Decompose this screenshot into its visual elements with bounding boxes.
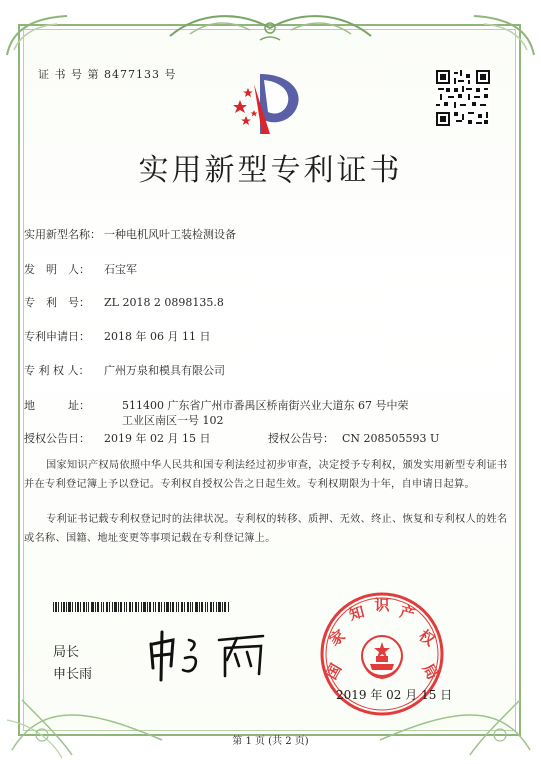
svg-text:知: 知	[347, 602, 367, 624]
handwritten-signature-icon	[145, 626, 270, 684]
patent-number-value: ZL 2018 2 0898135.8	[104, 296, 224, 309]
svg-text:识: 识	[374, 596, 390, 614]
inventor-value: 石宝军	[104, 263, 137, 276]
barcode-icon	[53, 602, 229, 612]
certificate-title: 实用新型专利证书	[138, 153, 403, 188]
certificate-number: 证 书 号 第 8477133 号	[38, 68, 177, 81]
director-title: 局长	[53, 645, 80, 660]
announce-date-value: 2019 年 02 月 15 日	[104, 432, 211, 445]
name-label: 实用新型名称：	[24, 228, 101, 241]
svg-text:权: 权	[415, 626, 439, 650]
stamp-date: 2019 年 02 月 15 日	[336, 688, 453, 702]
director-name: 申长雨	[53, 667, 93, 682]
legal-status-paragraph: 专利证书记载专利权登记时的法律状况。专利权的转移、质押、无效、终止、恢复和专利权人的姓名或名称、国籍、地址变更等事项记载在专利登记簿上。	[24, 514, 508, 544]
qr-code-icon	[436, 70, 490, 126]
corner-ornament-icon	[469, 10, 539, 60]
filing-date-value: 2018 年 06 月 11 日	[104, 330, 211, 343]
filing-date-label: 专利申请日：	[24, 330, 90, 343]
address-line-2: 工业区南区一号 102	[122, 414, 224, 427]
announce-date-label: 授权公告日：	[24, 432, 90, 445]
svg-text:局: 局	[418, 660, 442, 683]
svg-text:家: 家	[325, 626, 349, 650]
grant-paragraph: 国家知识产权局依照中华人民共和国专利法经过初步审查，决定授予专利权，颁发实用新型专利证书并在专利登记簿上予以登记。专利权自授权公告之日起生效。专利权期限为十年，自申请日起算。	[24, 460, 508, 490]
announce-number-value: CN 208505593 U	[342, 432, 440, 445]
top-ornament-icon	[160, 6, 381, 46]
inventor-label: 发 明 人：	[24, 263, 90, 276]
patent-logo-icon	[230, 70, 308, 138]
patent-number-label: 专 利 号：	[24, 296, 90, 309]
corner-ornament-icon	[2, 10, 72, 60]
address-line-1: 511400 广东省广州市番禺区桥南街兴业大道东 67 号中荣	[122, 399, 409, 412]
announce-number-label: 授权公告号：	[268, 432, 334, 445]
svg-text:产: 产	[397, 602, 417, 624]
holder-label: 专 利 权 人：	[24, 364, 90, 377]
holder-value: 广州万泉和模具有限公司	[104, 364, 225, 377]
address-label: 地 址：	[24, 399, 90, 412]
svg-text:国: 国	[322, 660, 346, 683]
page-number: 第 1 页 (共 2 页)	[232, 736, 309, 747]
name-value: 一种电机风叶工装检测设备	[104, 228, 236, 241]
